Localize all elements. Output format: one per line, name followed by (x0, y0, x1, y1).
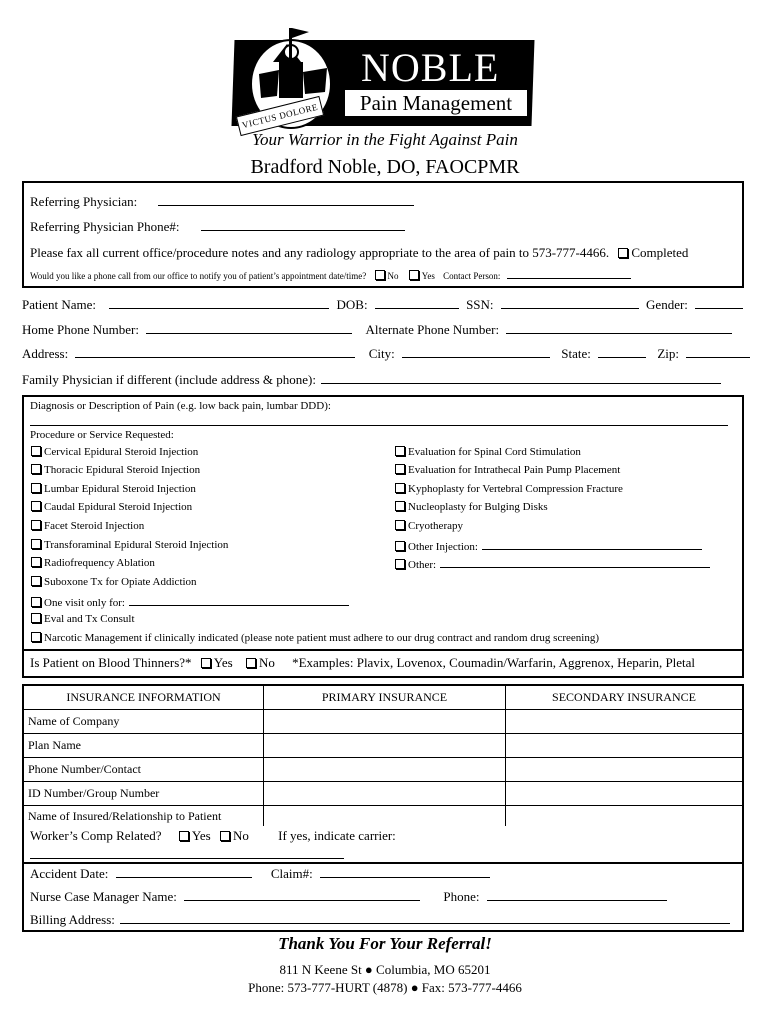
procedure-item-label: Other: (408, 559, 437, 571)
blood-thinners-examples: *Examples: Plavix, Lovenox, Coumadin/Warfarin, Aggrenox, Heparin, Pletal (292, 655, 696, 670)
secondary-company-field[interactable] (506, 710, 742, 734)
procedure-checkbox[interactable] (31, 483, 41, 493)
nurse-phone-field[interactable] (487, 890, 667, 901)
procedure-item-label: Nucleoplasty for Bulging Disks (408, 501, 548, 513)
ssn-field[interactable] (501, 298, 639, 309)
procedure-item-label: Cryotherapy (408, 520, 463, 532)
procedure-label: Procedure or Service Requested: (30, 429, 174, 441)
blood-thinners-yes-label: Yes (213, 655, 233, 670)
patient-name-label: Patient Name: (22, 297, 97, 312)
secondary-insured-field[interactable] (506, 806, 742, 826)
logo-banner: VICTUS DOLORE (236, 96, 324, 136)
procedure-item[interactable] (30, 595, 349, 609)
nurse-manager-label: Nurse Case Manager Name: (30, 889, 177, 904)
procedure-item[interactable] (394, 520, 463, 532)
secondary-phone-field[interactable] (506, 758, 742, 782)
patient-name-field[interactable] (109, 298, 329, 309)
table-row-label: Name of Company (24, 710, 264, 734)
call-no-checkbox[interactable] (375, 270, 385, 280)
thank-you: Thank You For Your Referral! (278, 934, 492, 953)
nurse-phone-label: Phone: (443, 889, 480, 904)
procedure-checkbox[interactable] (395, 464, 405, 474)
secondary-header-cell: SECONDARY INSURANCE (506, 686, 742, 710)
procedure-checkbox[interactable] (31, 539, 41, 549)
primary-company-field[interactable] (264, 710, 506, 734)
workers-comp-yes-checkbox[interactable] (179, 831, 189, 841)
procedure-item-label: Evaluation for Spinal Cord Stimulation (408, 446, 581, 458)
state-label: State: (561, 346, 591, 361)
procedure-checkbox[interactable] (395, 559, 405, 569)
procedure-item[interactable] (30, 483, 196, 495)
secondary-plan-field[interactable] (506, 734, 742, 758)
procedure-checkbox[interactable] (31, 446, 41, 456)
procedure-checkbox[interactable] (31, 501, 41, 511)
other-injection-field[interactable] (482, 539, 702, 550)
procedure-checkbox[interactable] (31, 520, 41, 530)
home-phone-field[interactable] (146, 323, 352, 334)
fax-note: Please fax all current office/procedure notes and any radiology appropriate to the area of pain to 573-777-4466. (30, 245, 610, 260)
procedure-item[interactable] (30, 520, 144, 532)
alt-phone-field[interactable] (506, 323, 732, 334)
procedure-checkbox[interactable] (395, 483, 405, 493)
gender-label: Gender: (646, 297, 688, 312)
home-phone-label: Home Phone Number: (22, 322, 139, 337)
procedure-checkbox[interactable] (31, 632, 41, 642)
procedure-checkbox[interactable] (395, 520, 405, 530)
referring-physician-label: Referring Physician: (30, 194, 138, 209)
billing-address-label: Billing Address: (30, 912, 115, 927)
referring-physician-field[interactable] (158, 195, 414, 206)
procedure-checkbox[interactable] (31, 464, 41, 474)
state-field[interactable] (598, 347, 646, 358)
gender-field[interactable] (695, 298, 743, 309)
procedure-item[interactable] (30, 576, 197, 588)
procedure-item-label: Eval and Tx Consult (44, 613, 135, 625)
footer-address: 811 N Keene St ● Columbia, MO 65201 (279, 962, 491, 977)
carrier-field[interactable] (30, 858, 344, 859)
workers-comp-no-label: No (233, 828, 249, 843)
procedure-item-label: Suboxone Tx for Opiate Addiction (44, 576, 197, 588)
procedure-item[interactable] (394, 464, 620, 476)
contact-person-field[interactable] (507, 270, 631, 279)
primary-header-cell: PRIMARY INSURANCE (264, 686, 506, 710)
billing-address-field[interactable] (120, 913, 730, 924)
zip-field[interactable] (686, 347, 750, 358)
doctor-name: Bradford Noble, DO, FAOCPMR (250, 156, 520, 178)
section-divider (24, 862, 742, 864)
procedure-checkbox[interactable] (395, 446, 405, 456)
alt-phone-label: Alternate Phone Number: (365, 322, 500, 337)
procedure-checkbox[interactable] (395, 501, 405, 511)
procedure-item-label: Kyphoplasty for Vertebral Compression Fracture (408, 483, 623, 495)
procedure-item-label: Other Injection: (408, 541, 478, 553)
procedure-item[interactable] (30, 539, 228, 551)
procedure-checkbox[interactable] (31, 597, 41, 607)
procedure-checkbox[interactable] (31, 557, 41, 567)
section-divider (24, 649, 742, 651)
procedure-item[interactable] (30, 613, 135, 625)
claim-field[interactable] (320, 867, 490, 878)
call-no-label: No (387, 271, 399, 281)
procedure-item-label: Cervical Epidural Steroid Injection (44, 446, 199, 458)
city-label: City: (368, 346, 395, 361)
family-physician-field[interactable] (321, 373, 721, 384)
table-row-label: Phone Number/Contact (24, 758, 264, 782)
ssn-label: SSN: (466, 297, 494, 312)
table-row-label: ID Number/Group Number (24, 782, 264, 806)
procedure-item[interactable] (394, 501, 548, 513)
procedure-item[interactable] (30, 446, 198, 458)
accident-date-label: Accident Date: (30, 866, 109, 881)
table-row-label: Name of Insured/Relationship to Patient (24, 806, 264, 826)
blood-thinners-no-label: No (258, 655, 275, 670)
procedure-item[interactable] (394, 446, 581, 458)
procedure-item[interactable] (394, 483, 623, 495)
procedure-item[interactable] (30, 464, 200, 476)
call-yes-checkbox[interactable] (409, 270, 419, 280)
workers-comp-yes-label: Yes (191, 828, 211, 843)
address-label: Address: (22, 346, 69, 361)
procedure-checkbox[interactable] (31, 576, 41, 586)
referring-section (22, 181, 744, 288)
referring-phone-field[interactable] (201, 220, 405, 231)
blood-thinners-question: Is Patient on Blood Thinners?* (30, 655, 192, 670)
procedure-item-label: Thoracic Epidural Steroid Injection (44, 464, 201, 476)
diagnosis-field[interactable] (30, 425, 728, 426)
procedure-item[interactable] (30, 501, 192, 513)
logo (233, 22, 539, 132)
procedure-item-label: Narcotic Management if clinically indicated (please note patient must adhere to our drug contract and random drug screening) (44, 632, 599, 644)
address-field[interactable] (75, 347, 355, 358)
primary-plan-field[interactable] (264, 734, 506, 758)
procedure-item[interactable] (394, 539, 702, 553)
table-row-label: Plan Name (24, 734, 264, 758)
procedure-item-label: Facet Steroid Injection (44, 520, 145, 532)
completed-checkbox[interactable] (618, 248, 628, 258)
primary-insured-field[interactable] (264, 806, 506, 826)
procedure-item[interactable] (394, 557, 710, 571)
procedure-item[interactable] (30, 557, 155, 569)
footer-contact: Phone: 573-777-HURT (4878) ● Fax: 573-777-4466 (248, 980, 522, 995)
family-physician-label: Family Physician if different (include address & phone): (22, 372, 316, 387)
blood-thinners-yes-checkbox[interactable] (201, 658, 211, 668)
carrier-label: If yes, indicate carrier: (278, 828, 396, 843)
procedure-item-label: Evaluation for Intrathecal Pain Pump Placement (408, 464, 621, 476)
tagline: Your Warrior in the Fight Against Pain (252, 130, 518, 149)
nurse-manager-field[interactable] (184, 890, 420, 901)
procedure-checkbox[interactable] (31, 613, 41, 623)
logo-brand: NOBLE (361, 45, 500, 90)
zip-label: Zip: (657, 346, 680, 361)
procedure-item-label: Transforaminal Epidural Steroid Injection (44, 539, 229, 551)
referring-phone-label: Referring Physician Phone#: (30, 219, 180, 234)
other-field[interactable] (440, 557, 710, 568)
dob-label: DOB: (336, 297, 368, 312)
insurance-section (22, 684, 744, 932)
contact-person-label: Contact Person: (443, 271, 501, 281)
workers-comp-label: Worker’s Comp Related? (30, 828, 162, 843)
procedure-item-label: One visit only for: (44, 597, 125, 609)
primary-phone-field[interactable] (264, 758, 506, 782)
secondary-id-field[interactable] (506, 782, 742, 806)
claim-label: Claim#: (270, 866, 313, 881)
procedure-item-label: Caudal Epidural Steroid Injection (44, 501, 193, 513)
procedure-checkbox[interactable] (395, 541, 405, 551)
logo-subtitle: Pain Management (345, 90, 527, 116)
procedure-item[interactable] (30, 632, 599, 644)
one-visit-field[interactable] (129, 595, 349, 606)
workers-comp-no-checkbox[interactable] (220, 831, 230, 841)
call-yes-label: Yes (421, 271, 435, 281)
insurance-header-cell: INSURANCE INFORMATION (24, 686, 264, 710)
call-question: Would you like a phone call from our office to notify you of patient’s appointment date/time? (30, 271, 367, 281)
primary-id-field[interactable] (264, 782, 506, 806)
procedure-section (22, 395, 744, 678)
blood-thinners-no-checkbox[interactable] (246, 658, 256, 668)
city-field[interactable] (402, 347, 550, 358)
dob-field[interactable] (375, 298, 459, 309)
procedure-item-label: Radiofrequency Ablation (44, 557, 155, 569)
diagnosis-label: Diagnosis or Description of Pain (e.g. low back pain, lumbar DDD): (30, 400, 331, 412)
accident-date-field[interactable] (116, 867, 252, 878)
completed-label: Completed (631, 245, 689, 260)
procedure-item-label: Lumbar Epidural Steroid Injection (44, 483, 196, 495)
